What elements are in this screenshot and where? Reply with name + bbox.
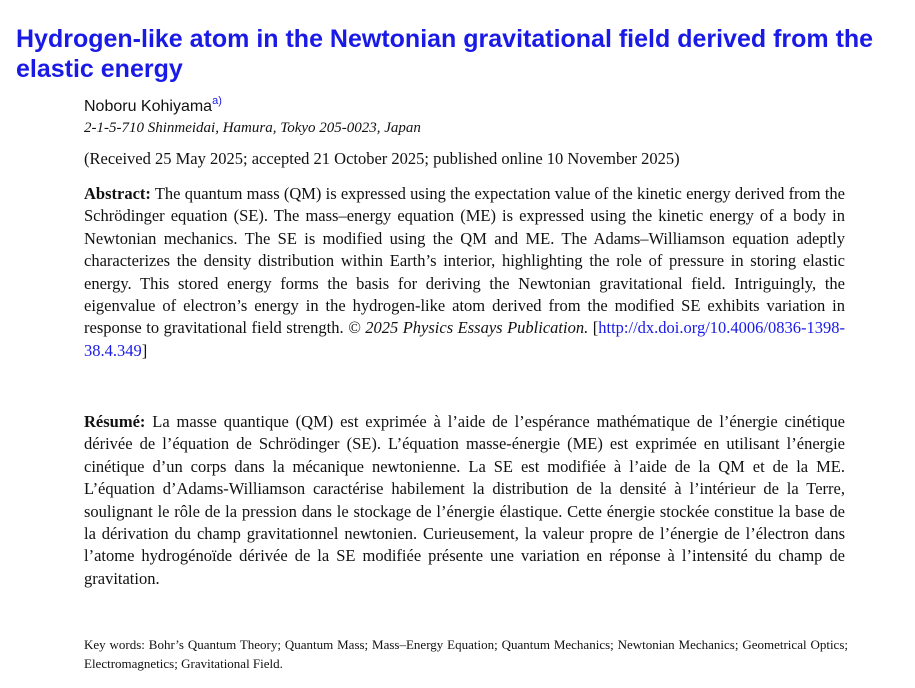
copyright-notice: © 2025 Physics Essays Publication. [348, 318, 589, 338]
keywords [84, 635, 848, 673]
abstract [84, 183, 845, 362]
author-affiliation: 2-1-5-710 Shinmeidai, Hamura, Tokyo 205-0023, Japan [84, 120, 421, 136]
doi-bracket-close: ] [141, 340, 148, 360]
paper-title: Hydrogen-like atom in the Newtonian gravitational field derived from the elastic energy [16, 25, 874, 83]
publication-history: (Received 25 May 2025; accepted 21 October 2025; published online 10 November 2025) [84, 149, 680, 168]
abstract-text: The quantum mass (QM) is expressed using the expectation value of the kinetic energy derived from the Schrödinger equation (SE). The mass–energy equation (ME) is expressed using the kinetic energy of a body in Newtonian mechanics. The SE is modified using the QM and ME. The Adams–Williamson equation adeptly characterizes the density distribution within Earth’s interior, highlighting the role of pressure in storing elastic energy. This stored energy forms the basis for deriving the Newtonian gravitational field. Intriguingly, the eigenvalue of electron’s energy in the hydrogen-like atom derived from the modified SE exhibits variation in response to gravitational field strength. [84, 184, 846, 338]
abstract-label: Abstract: [84, 184, 151, 203]
doi-link[interactable]: http://dx.doi.org/10.4006/0836-1398-38.4.349 [84, 318, 845, 360]
author-name: Noboru Kohiyama [84, 98, 213, 115]
author-footnote-marker[interactable]: a) [212, 95, 222, 107]
resume-label: Résumé: [84, 412, 146, 431]
keywords-label: Key words: [84, 637, 145, 652]
doi-bracket-open: [ [592, 318, 599, 338]
author-line [84, 97, 222, 117]
keywords-text: Bohr’s Quantum Theory; Quantum Mass; Mass–Energy Equation; Quantum Mechanics; Newtonian Mechanics; Geometrical Optics; Electromagnetics; Gravitational Field. [84, 637, 848, 671]
resume-text: La masse quantique (QM) est exprimée à l’aide de l’espérance mathématique de l’énergie cinétique dérivée de l’équation de Schrödinger (SE). L’équation masse-énergie (ME) est exprimée en utilisant l’énergie cinétique d’un corps dans la mécanique newtonienne. La SE est modifiée à l’aide de la QM et de la ME. L’équation d’Adams-Williamson caractérise habilement la distribution de la densité à l’intérieur de la Terre, soulignant le rôle de la pression dans le stockage de l’énergie élastique. Cette énergie stockée constitue la base de la dérivation du champ gravitationnel newtonien. Curieusement, la valeur propre de l’énergie de l’électron dans l’atome hydrogénoïde dérivée de la SE modifiée présente une variation en réponse à l’intensité du champ de gravitation. [84, 412, 846, 588]
resume [84, 411, 845, 590]
